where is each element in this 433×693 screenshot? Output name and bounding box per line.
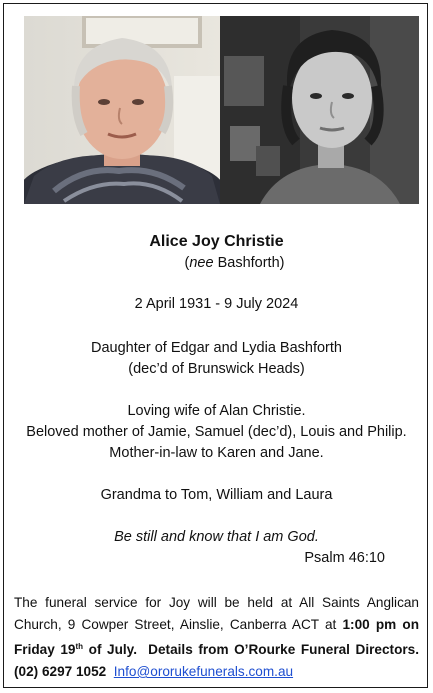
- parents-note: (dec’d of Brunswick Heads): [128, 361, 305, 377]
- maiden-name: (nee Bashforth): [184, 255, 285, 271]
- daughter-line: Daughter of Edgar and Lydia Bashforth: [91, 340, 342, 356]
- email-link[interactable]: Info@ororukefunerals.com.au: [113, 664, 294, 679]
- service-month: of July.: [88, 642, 138, 657]
- grandma-line: Grandma to Tom, William and Laura: [100, 487, 333, 503]
- verse-text: Be still and know that I am God.: [114, 529, 319, 545]
- in-law-line: Mother-in-law to Karen and Jane.: [109, 445, 324, 461]
- photo-elderly-portrait: [24, 16, 220, 204]
- deceased-name: Alice Joy Christie: [149, 233, 284, 250]
- life-dates: 2 April 1931 - 9 July 2024: [134, 296, 299, 312]
- funeral-notice: [3, 3, 428, 688]
- photo-young-portrait: [220, 16, 419, 204]
- mother-line: Beloved mother of Jamie, Samuel (dec’d), Louis and Philip.: [26, 424, 407, 440]
- verse-reference: Psalm 46:10: [304, 550, 385, 566]
- nee-prefix: nee: [189, 255, 214, 271]
- service-ordinal: th: [75, 642, 84, 651]
- nee-surname: Bashforth: [217, 255, 280, 271]
- photo-strip: [24, 16, 419, 204]
- service-time: 1:00 pm on Friday 19: [14, 617, 419, 657]
- service-details: [14, 592, 419, 683]
- service-intro: The funeral service for Joy will be held at All Saints Anglican Church, 9 Cowper Street, Ainslie, Canberra ACT at: [14, 595, 419, 632]
- wife-line: Loving wife of Alan Christie.: [127, 403, 306, 419]
- funeral-director-details: Details from O’Rourke Funeral Directors. (02) 6297 1052: [14, 642, 419, 679]
